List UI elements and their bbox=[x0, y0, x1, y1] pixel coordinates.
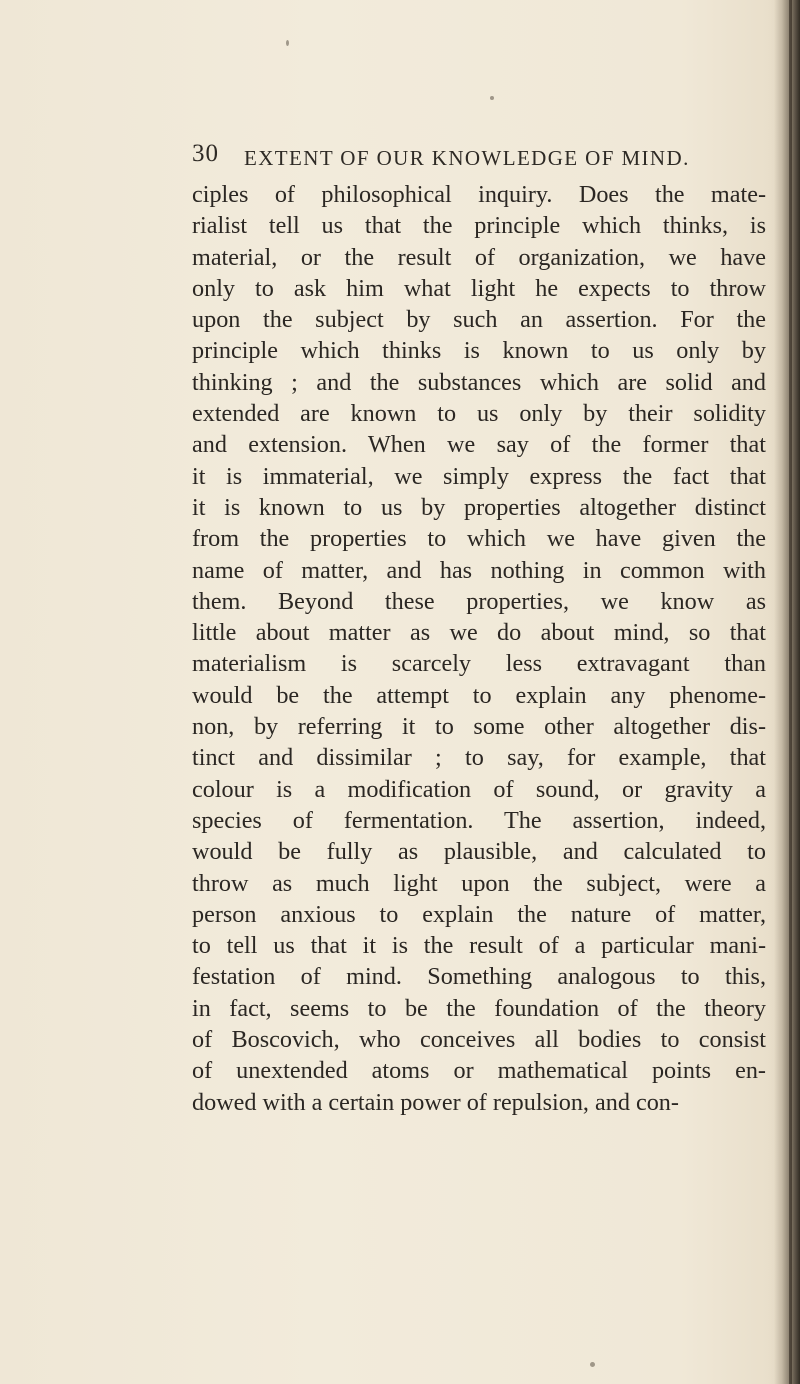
binding-shadow bbox=[774, 0, 800, 1384]
text-line: material, or the result of organization, we have bbox=[192, 243, 766, 271]
text-line: tinct and dissimilar ; to say, for example, that bbox=[192, 744, 766, 772]
text-line: from the properties to which we have given the bbox=[192, 525, 766, 553]
text-line: thinking ; and the substances which are solid and bbox=[192, 368, 766, 396]
text-line: name of matter, and has nothing in common with bbox=[192, 556, 766, 584]
text-line: throw as much light upon the subject, were a bbox=[192, 869, 766, 897]
running-head: EXTENT OF OUR KNOWLEDGE OF MIND. bbox=[244, 146, 690, 170]
text-line: it is immaterial, we simply express the fact that bbox=[192, 462, 766, 490]
text-line: would be the attempt to explain any phenome- bbox=[192, 681, 766, 709]
text-line: only to ask him what light he expects to throw bbox=[192, 274, 766, 302]
text-line: it is known to us by properties altogether distinct bbox=[192, 493, 766, 521]
ink-speck bbox=[286, 40, 289, 46]
text-line: festation of mind. Something analogous to this, bbox=[192, 963, 766, 991]
binding-edge-line bbox=[789, 0, 792, 1384]
text-line: principle which thinks is known to us only by bbox=[192, 337, 766, 365]
page-number: 30 bbox=[192, 140, 219, 167]
text-line: and extension. When we say of the former that bbox=[192, 431, 766, 459]
ink-speck bbox=[490, 96, 494, 100]
text-line: ciples of philosophical inquiry. Does the mate- bbox=[192, 181, 766, 208]
text-line: would be fully as plausible, and calculated to bbox=[192, 838, 766, 866]
text-line: person anxious to explain the nature of matter, bbox=[192, 900, 766, 928]
body-text bbox=[192, 179, 766, 1118]
text-line: extended are known to us only by their solidity bbox=[192, 400, 766, 428]
text-line: of Boscovich, who conceives all bodies to consist bbox=[192, 1026, 766, 1054]
ink-speck bbox=[590, 1362, 595, 1367]
text-line: dowed with a certain power of repulsion, and con- bbox=[192, 1088, 679, 1116]
text-line: little about matter as we do about mind, so that bbox=[192, 619, 766, 647]
text-line: them. Beyond these properties, we know as bbox=[192, 587, 766, 615]
text-line: in fact, seems to be the foundation of the theory bbox=[192, 994, 766, 1022]
text-line: species of fermentation. The assertion, indeed, bbox=[192, 806, 766, 834]
text-line: colour is a modification of sound, or gravity a bbox=[192, 775, 766, 803]
text-line: materialism is scarcely less extravagant than bbox=[192, 650, 766, 678]
text-line: to tell us that it is the result of a particular mani- bbox=[192, 932, 766, 960]
text-line: upon the subject by such an assertion. For the bbox=[192, 306, 766, 334]
text-line: of unextended atoms or mathematical points en- bbox=[192, 1057, 766, 1085]
text-line: non, by referring it to some other altogether dis- bbox=[192, 713, 766, 741]
text-line: rialist tell us that the principle which thinks, is bbox=[192, 212, 766, 240]
